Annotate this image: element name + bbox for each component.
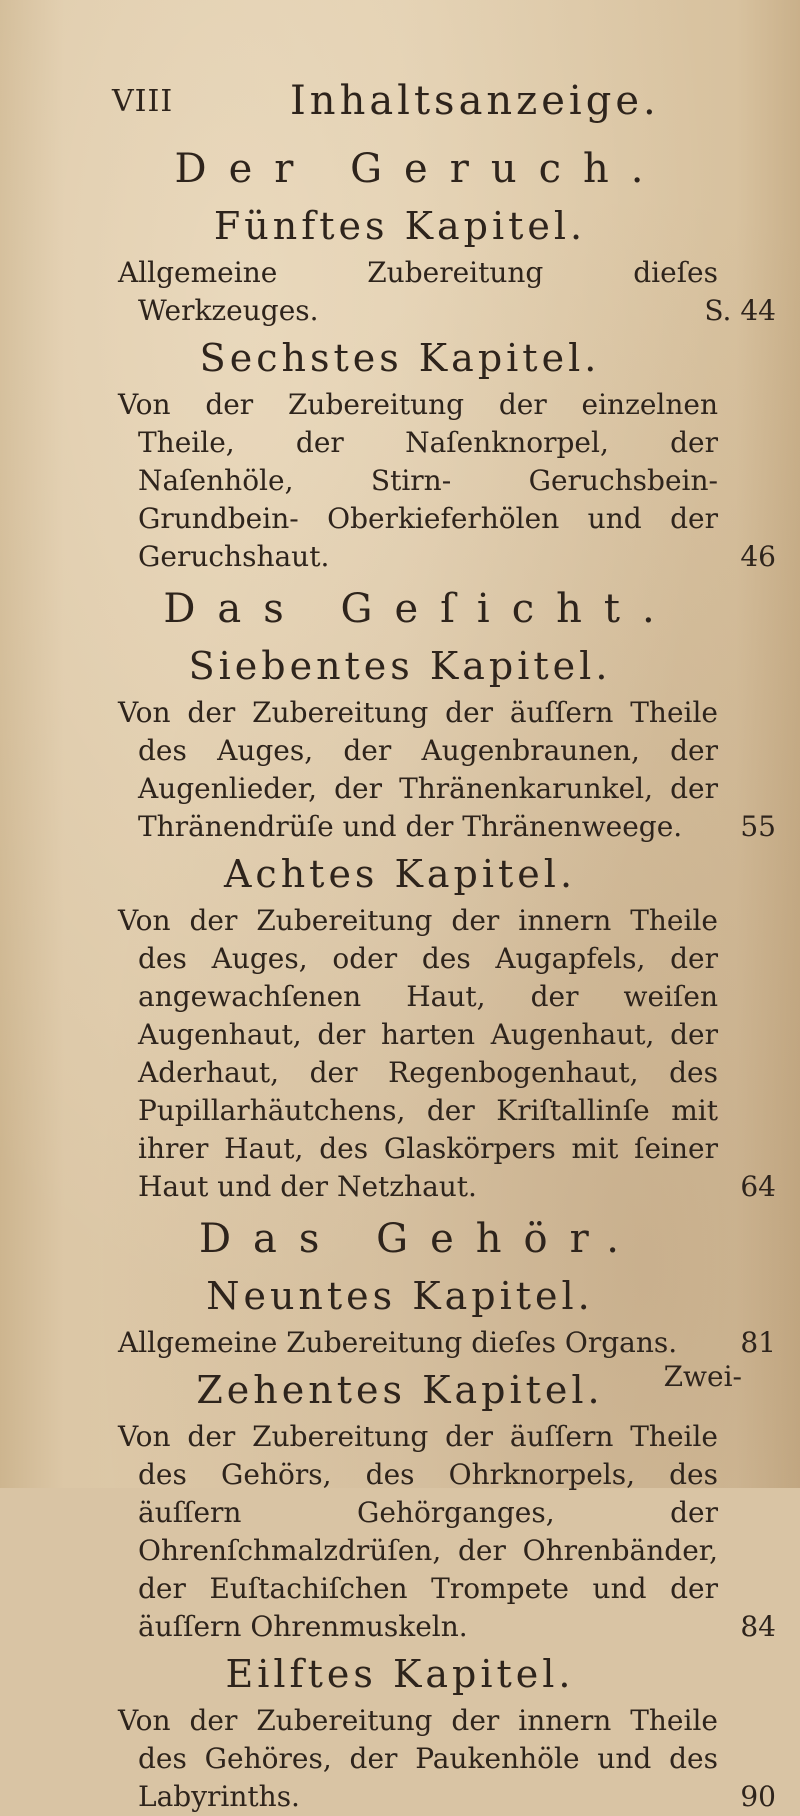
entry-text: Von der Zubereitung der innern Theile des Auges, oder des Augapfels, der angewachſenen Haut, der weiſen Augenhaut, der harten Augenhaut, der Aderhaut, der Regenbogenhaut, des Pupillarhäutchens, der Kriſtallinſe mit ihrer Haut, des Glaskörpers mit ſeiner Haut und der Netzhaut. <box>118 904 718 1203</box>
entry-page-number: 90 <box>740 1780 776 1813</box>
toc-entry <box>118 902 776 1206</box>
chapter-title: Fünftes Kapitel. <box>213 204 587 248</box>
entry-text: Von der Zubereitung der innern Theile des Gehöres, der Paukenhöle und des Labyrinths. <box>118 1704 718 1813</box>
toc-entry <box>118 694 776 846</box>
table-of-contents <box>0 136 800 1816</box>
section-heading-gehoer: Das Gehör. <box>198 1216 642 1262</box>
toc-entry <box>118 1702 776 1816</box>
toc-entry <box>118 1418 776 1646</box>
chapter-title: Neuntes Kapitel. <box>206 1274 594 1318</box>
entry-text: Von der Zubereitung der einzelnen Theile, der Naſenknorpel, der Naſenhöle, Stirn- Geruchsbein- Grundbein- Oberkieferhölen und der Geruchshaut. <box>118 388 718 573</box>
entry-text: Von der Zubereitung der äuſſern Theile des Auges, der Augenbraunen, der Augenlieder, der Thränenkarunkel, der Thränendrüſe und der Thränenweege. <box>118 696 718 843</box>
toc-entry <box>118 254 776 330</box>
entry-text: Von der Zubereitung der äuſſern Theile des Gehörs, des Ohrknorpels, des äuſſern Gehörganges, der Ohrenſchmalzdrüſen, der Ohrenbänder, der Euſtachiſchen Trompete und der äuſſern Ohrenmuskeln. <box>118 1420 718 1643</box>
entry-page-number: 55 <box>740 810 776 843</box>
page-number: VIII <box>112 84 174 119</box>
chapter-title: Achtes Kapitel. <box>223 852 577 896</box>
chapter-title: Zehentes Kapitel. <box>196 1368 604 1412</box>
page-title: Inhaltsanzeige. <box>290 78 660 124</box>
entry-page-number: 64 <box>740 1170 776 1203</box>
chapter-title: Sechstes Kapitel. <box>199 336 601 380</box>
section-heading-geruch: Der Geruch. <box>174 146 666 192</box>
toc-entry <box>118 386 776 576</box>
entry-page-number: S. 44 <box>704 294 776 327</box>
entry-page-number: 46 <box>740 540 776 573</box>
entry-page-number: 81 <box>740 1326 776 1359</box>
catchword: Zwei- <box>663 1360 742 1393</box>
chapter-title: Eilftes Kapitel. <box>225 1652 575 1696</box>
entry-text: Allgemeine Zubereitung dieſes Werkzeuges. <box>118 256 718 327</box>
running-head <box>0 78 800 128</box>
chapter-title: Siebentes Kapitel. <box>188 644 612 688</box>
entry-text: Allgemeine Zubereitung dieſes Organs. <box>118 1326 678 1359</box>
toc-entry <box>118 1324 776 1362</box>
section-heading-gesicht: Das Geſicht. <box>163 586 677 632</box>
entry-page-number: 84 <box>740 1610 776 1643</box>
